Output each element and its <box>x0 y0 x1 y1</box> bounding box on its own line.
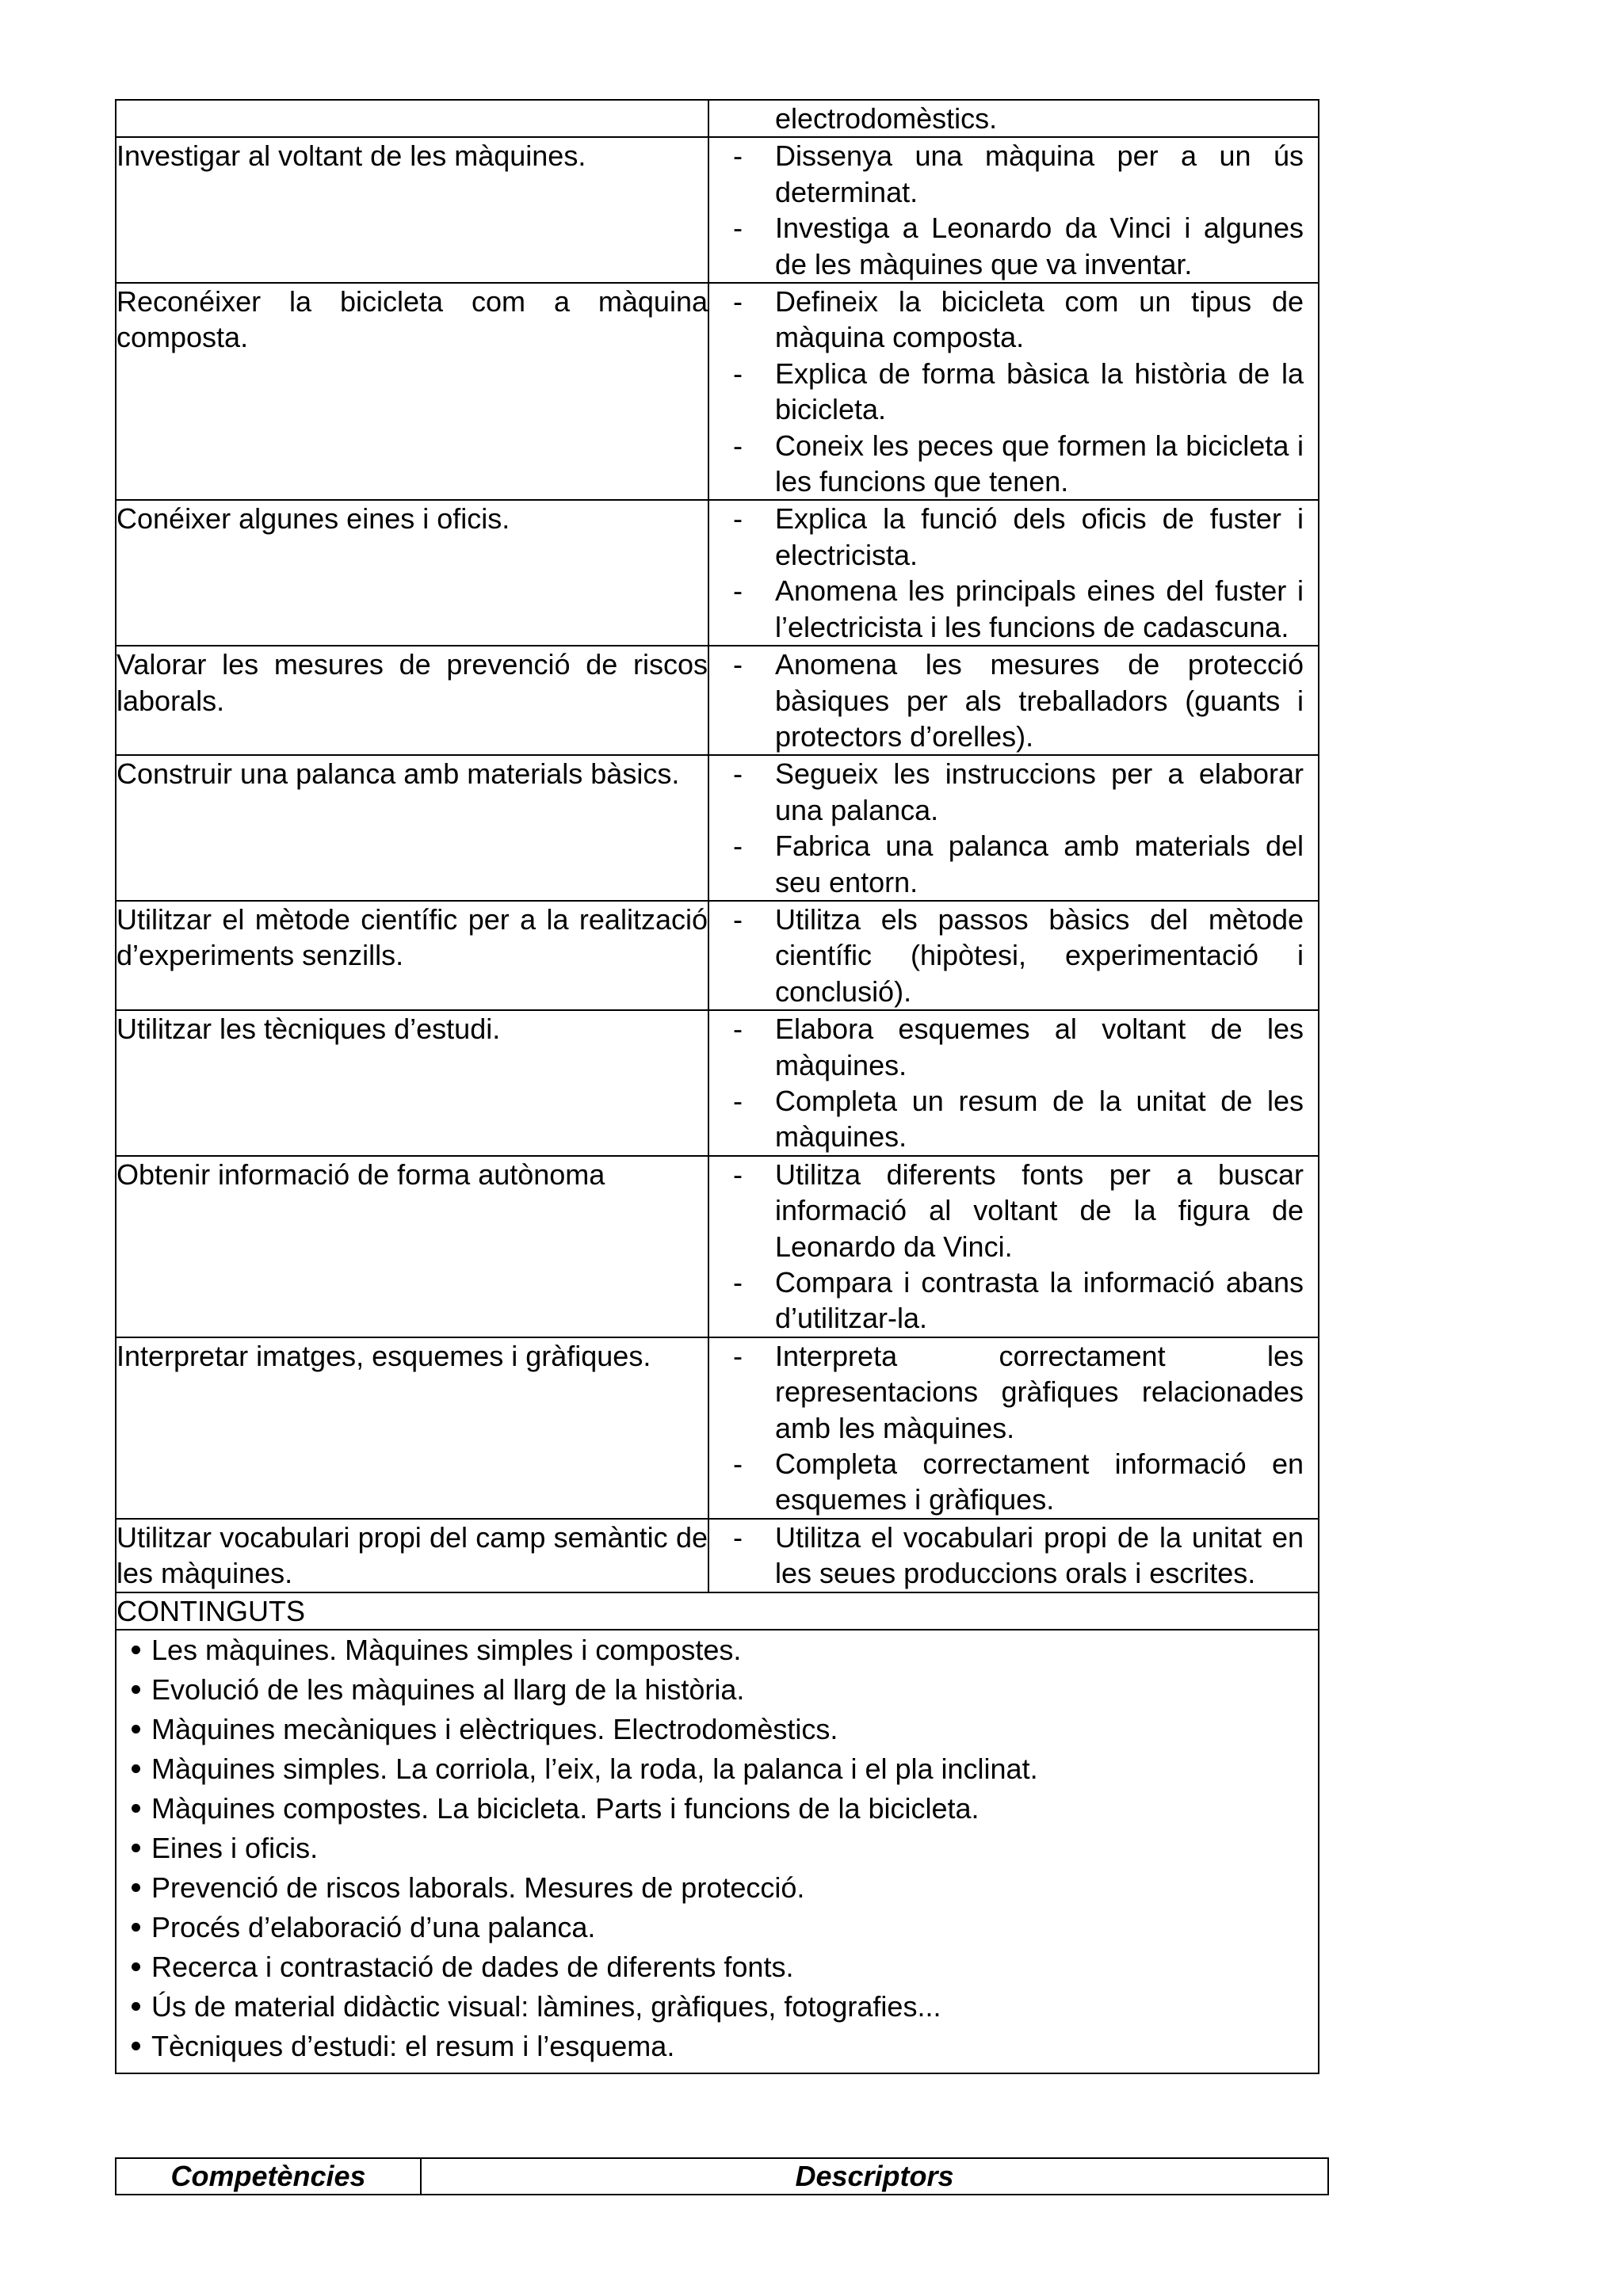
contents-item <box>116 1868 1318 1908</box>
criterion-cell <box>116 1337 708 1519</box>
contents-heading: CONTINGUTS <box>116 1592 1319 1630</box>
criteria-row <box>116 137 1319 283</box>
descriptor-list <box>709 1520 1318 1592</box>
criterion-text: Interpretar imatges, esquemes i gràfiques. <box>116 1339 651 1372</box>
dash-marker: - <box>733 212 743 245</box>
descriptor-item <box>709 356 1304 428</box>
contents-heading-row <box>116 1592 1319 1630</box>
descriptor-cell <box>708 755 1319 901</box>
descriptor-text: Anomena les principals eines del fuster i l’electricista i les funcions de cadascuna. <box>775 574 1304 643</box>
contents-list-cell <box>116 1630 1319 2073</box>
descriptor-list <box>709 1157 1318 1337</box>
descriptor-list <box>709 284 1318 499</box>
dash-marker: - <box>733 1084 743 1117</box>
descriptor-text: Defineix la bicicleta com un tipus de màquina composta. <box>775 285 1304 354</box>
contents-item <box>116 1987 1318 2027</box>
bullet-icon <box>132 1844 140 1852</box>
descriptor-cell <box>708 1010 1319 1156</box>
bullet-icon <box>132 2002 140 2011</box>
descriptor-list <box>709 1338 1318 1518</box>
contents-item <box>116 1749 1318 1789</box>
criterion-cell <box>116 137 708 283</box>
criteria-row <box>116 646 1319 755</box>
dash-marker: - <box>733 429 743 462</box>
descriptor-item <box>709 101 1304 136</box>
criteria-table-body <box>116 100 1319 1592</box>
contents-list-row <box>116 1630 1319 2073</box>
descriptor-item <box>709 1264 1304 1337</box>
descriptor-text: Compara i contrasta la informació abans d’utilitzar-la. <box>775 1266 1304 1335</box>
descriptor-item <box>709 902 1304 1009</box>
bullet-icon <box>132 1923 140 1932</box>
criterion-cell <box>116 283 708 500</box>
dash-marker: - <box>733 902 743 936</box>
descriptor-item <box>709 210 1304 282</box>
contents-item-text: Màquines compostes. La bicicleta. Parts i funcions de la bicicleta. <box>151 1792 980 1825</box>
descriptor-item <box>709 284 1304 356</box>
criterion-text: Conéixer algunes eines i oficis. <box>116 502 510 536</box>
criterion-text: Valorar les mesures de prevenció de riscos laborals. <box>116 648 708 717</box>
descriptor-item <box>709 828 1304 900</box>
descriptor-text: Completa un resum de la unitat de les màquines. <box>775 1084 1304 1154</box>
bullet-icon <box>132 1725 140 1733</box>
contents-item <box>116 1947 1318 1987</box>
bullet-icon <box>132 1804 140 1813</box>
competencies-table <box>115 2157 1329 2195</box>
descriptor-item <box>709 1083 1304 1155</box>
descriptor-list <box>709 902 1318 1009</box>
descriptor-text: Explica de forma bàsica la història de la bicicleta. <box>775 357 1304 426</box>
dash-marker: - <box>733 830 743 863</box>
contents-item <box>116 1829 1318 1868</box>
dash-marker: - <box>733 1158 743 1191</box>
descriptor-cell <box>708 100 1319 137</box>
descriptor-list <box>709 756 1318 900</box>
dash-marker: - <box>733 648 743 681</box>
descriptor-text: Utilitza el vocabulari propi de la unitat en les seues produccions orals i escrites. <box>775 1520 1304 1590</box>
descriptor-item <box>709 646 1304 754</box>
bullet-icon <box>132 1883 140 1892</box>
contents-item <box>116 2027 1318 2066</box>
descriptor-text: Completa correctament informació en esquemes i gràfiques. <box>775 1447 1304 1516</box>
descriptor-item <box>709 1011 1304 1083</box>
descriptor-item <box>709 756 1304 828</box>
descriptor-cell <box>708 137 1319 283</box>
descriptor-item <box>709 1338 1304 1446</box>
criterion-cell <box>116 901 708 1010</box>
descriptor-item <box>709 428 1304 500</box>
criteria-row <box>116 500 1319 646</box>
contents-item <box>116 1908 1318 1947</box>
descriptor-list <box>709 646 1318 754</box>
descriptor-item <box>709 573 1304 645</box>
contents-item-text: Prevenció de riscos laborals. Mesures de protecció. <box>151 1871 805 1905</box>
dash-marker: - <box>733 285 743 318</box>
descriptor-text: Dissenya una màquina per a un ús determinat. <box>775 139 1304 208</box>
dash-marker: - <box>733 357 743 390</box>
descriptor-list <box>709 138 1318 282</box>
descriptor-item <box>709 1520 1304 1592</box>
descriptor-list <box>709 1011 1318 1155</box>
descriptor-cell <box>708 283 1319 500</box>
criteria-row <box>116 1519 1319 1592</box>
criteria-table <box>115 99 1319 2074</box>
contents-item-text: Màquines simples. La corriola, l’eix, la roda, la palanca i el pla inclinat. <box>151 1753 1038 1786</box>
descriptor-text: Utilitza els passos bàsics del mètode científic (hipòtesi, experimentació i conclusió). <box>775 902 1304 1008</box>
dash-marker: - <box>733 139 743 173</box>
criteria-row <box>116 1156 1319 1337</box>
descriptor-list <box>709 101 1318 136</box>
criterion-text: Utilitzar el mètode científic per a la realització d’experiments senzills. <box>116 902 708 972</box>
descriptor-cell <box>708 901 1319 1010</box>
criterion-text: Investigar al voltant de les màquines. <box>116 139 586 173</box>
descriptor-text: Elabora esquemes al voltant de les màquines. <box>775 1013 1304 1081</box>
bullet-icon <box>132 1962 140 1971</box>
criterion-cell <box>116 100 708 137</box>
criteria-row <box>116 755 1319 901</box>
competencies-header: Competències <box>116 2158 421 2195</box>
contents-section <box>116 1592 1319 2073</box>
descriptor-text: Explica la funció dels oficis de fuster i electricista. <box>775 502 1304 571</box>
dash-marker: - <box>733 1520 743 1554</box>
criterion-text: Obtenir informació de forma autònoma <box>116 1158 605 1191</box>
bullet-icon <box>132 1764 140 1773</box>
criterion-text: Utilitzar vocabulari propi del camp semàntic de les màquines. <box>116 1520 708 1590</box>
contents-item-text: Evolució de les màquines al llarg de la història. <box>151 1673 745 1707</box>
contents-item-text: Les màquines. Màquines simples i compostes. <box>151 1634 742 1667</box>
bullet-icon <box>132 1685 140 1694</box>
dash-marker: - <box>733 757 743 791</box>
contents-item-text: Recerca i contrastació de dades de diferents fonts. <box>151 1951 794 1984</box>
descriptor-text: Investiga a Leonardo da Vinci i algunes de les màquines que va inventar. <box>775 212 1304 280</box>
descriptor-text: Segueix les instruccions per a elaborar una palanca. <box>775 757 1304 826</box>
contents-list <box>116 1630 1318 2073</box>
descriptor-item <box>709 1446 1304 1518</box>
descriptor-cell <box>708 1519 1319 1592</box>
contents-item-text: Màquines mecàniques i elèctriques. Electrodomèstics. <box>151 1713 838 1746</box>
descriptor-text: Interpreta correctament les representacions gràfiques relacionades amb les màquines. <box>775 1339 1304 1444</box>
descriptor-list <box>709 501 1318 645</box>
descriptor-text: Fabrica una palanca amb materials del seu entorn. <box>775 830 1304 898</box>
criteria-row <box>116 901 1319 1010</box>
criterion-cell <box>116 1519 708 1592</box>
contents-item-text: Tècniques d’estudi: el resum i l’esquema. <box>151 2030 675 2063</box>
descriptors-header: Descriptors <box>421 2158 1328 2195</box>
criteria-row <box>116 1337 1319 1519</box>
descriptor-item <box>709 1157 1304 1264</box>
dash-marker: - <box>733 1266 743 1299</box>
criterion-cell <box>116 755 708 901</box>
criteria-row <box>116 100 1319 137</box>
descriptor-cell <box>708 1156 1319 1337</box>
criterion-text: Utilitzar les tècniques d’estudi. <box>116 1013 501 1046</box>
criterion-cell <box>116 1156 708 1337</box>
dash-marker: - <box>733 502 743 536</box>
descriptor-item <box>709 501 1304 573</box>
criteria-row <box>116 1010 1319 1156</box>
contents-item <box>116 1630 1318 1670</box>
descriptor-text: Utilitza diferents fonts per a buscar informació al voltant de la figura de Leonardo da Vinci. <box>775 1158 1304 1263</box>
descriptor-text: Coneix les peces que formen la bicicleta i les funcions que tenen. <box>775 429 1304 498</box>
dash-marker: - <box>733 1013 743 1046</box>
dash-marker: - <box>733 574 743 608</box>
contents-item-text: Ús de material didàctic visual: làmines, gràfiques, fotografies... <box>151 1990 941 2023</box>
descriptor-cell <box>708 646 1319 755</box>
dash-marker: - <box>733 1339 743 1372</box>
contents-item <box>116 1670 1318 1710</box>
contents-item <box>116 1710 1318 1749</box>
descriptor-item <box>709 138 1304 210</box>
criterion-cell <box>116 500 708 646</box>
dash-marker: - <box>733 1447 743 1481</box>
bullet-icon <box>132 2042 140 2050</box>
descriptor-cell <box>708 500 1319 646</box>
criterion-cell <box>116 646 708 755</box>
descriptor-text: electrodomèstics. <box>775 102 998 135</box>
descriptor-text: Anomena les mesures de protecció bàsiques per als treballadors (guants i protectors d’orelles). <box>775 648 1304 753</box>
criteria-row <box>116 283 1319 500</box>
descriptor-cell <box>708 1337 1319 1519</box>
criterion-text: Construir una palanca amb materials bàsics. <box>116 757 680 791</box>
contents-item <box>116 1789 1318 1829</box>
competencies-header-row <box>116 2158 1328 2195</box>
bullet-icon <box>132 1646 140 1654</box>
criterion-cell <box>116 1010 708 1156</box>
contents-item-text: Procés d’elaboració d’una palanca. <box>151 1911 596 1944</box>
contents-item-text: Eines i oficis. <box>151 1832 319 1865</box>
criterion-text: Reconéixer la bicicleta com a màquina composta. <box>116 285 708 354</box>
